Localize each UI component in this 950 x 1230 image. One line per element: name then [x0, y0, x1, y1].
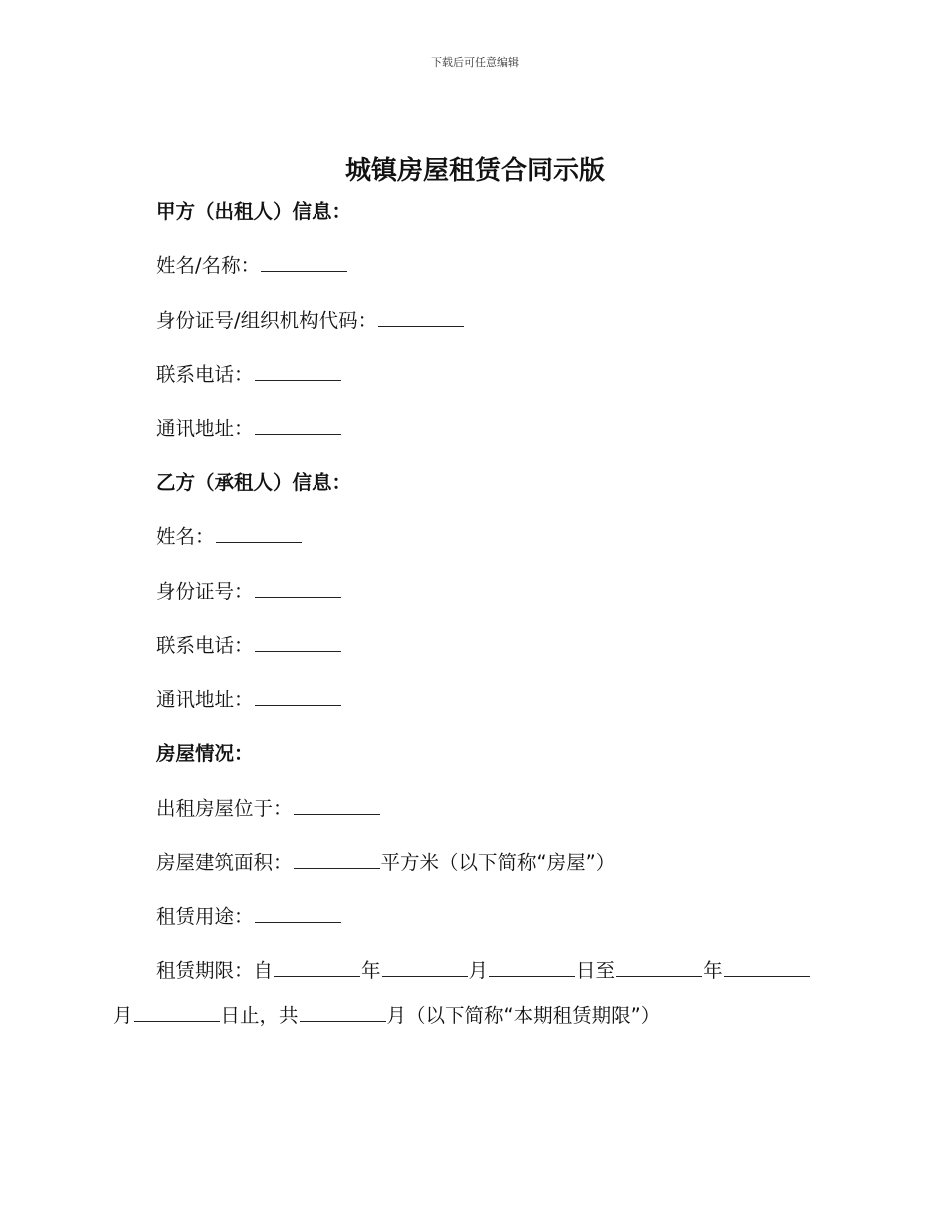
party-a-address-row	[156, 415, 342, 443]
lease-start-day-blank[interactable]	[489, 958, 575, 977]
party-a-address-blank[interactable]	[255, 416, 341, 435]
house-usage-label: 租赁用途：	[156, 905, 254, 928]
house-area-suffix: 平方米（以下简称“房屋”）	[380, 851, 616, 874]
lease-end-year-blank[interactable]	[616, 958, 702, 977]
party-b-name-blank[interactable]	[216, 524, 302, 543]
party-b-id-label: 身份证号：	[156, 580, 254, 603]
house-location-label: 出租房屋位于：	[156, 797, 293, 820]
lease-month1-unit: 月	[468, 959, 489, 982]
party-a-heading: 甲方（出租人）信息：	[156, 200, 352, 223]
party-a-id-row	[156, 307, 465, 335]
lease-year1-unit: 年	[361, 959, 381, 982]
lease-term-label: 租赁期限：自	[156, 959, 274, 982]
lease-total-months-blank[interactable]	[300, 1003, 386, 1022]
lease-end-month-blank[interactable]	[724, 958, 810, 977]
house-area-blank[interactable]	[294, 850, 380, 869]
lease-start-month-blank[interactable]	[382, 958, 468, 977]
lease-term-suffix: 月（以下简称“本期租赁期限”）	[386, 1004, 661, 1027]
party-b-phone-blank[interactable]	[255, 633, 341, 652]
party-a-phone-row	[156, 361, 342, 389]
lease-year2-unit: 年	[703, 959, 723, 982]
lease-month2-unit: 月	[113, 1004, 133, 1027]
party-b-address-row	[156, 686, 342, 714]
party-b-id-row	[156, 578, 342, 606]
lease-term-row-cont	[113, 1002, 660, 1030]
party-a-address-label: 通讯地址：	[156, 417, 254, 440]
party-b-phone-label: 联系电话：	[156, 634, 254, 657]
party-a-id-blank[interactable]	[378, 308, 464, 327]
party-b-address-label: 通讯地址：	[156, 688, 254, 711]
lease-day-to: 日至	[576, 959, 616, 982]
lease-start-year-blank[interactable]	[274, 958, 360, 977]
party-a-phone-label: 联系电话：	[156, 363, 254, 386]
house-location-row	[156, 795, 381, 823]
house-usage-row	[156, 903, 342, 931]
header-note: 下载后可任意编辑	[431, 56, 519, 69]
party-b-name-row	[156, 523, 303, 551]
house-area-label: 房屋建筑面积：	[156, 851, 293, 874]
document-title: 城镇房屋租赁合同示版	[344, 156, 605, 186]
party-b-id-blank[interactable]	[255, 579, 341, 598]
lease-term-row	[156, 957, 811, 985]
party-a-name-label: 姓名/名称：	[156, 254, 261, 277]
party-b-heading: 乙方（承租人）信息：	[156, 471, 352, 494]
house-area-row	[156, 849, 615, 877]
party-b-phone-row	[156, 632, 342, 660]
party-a-name-row	[156, 252, 348, 280]
house-heading: 房屋情况：	[156, 742, 254, 765]
lease-day-end: 日止，共	[220, 1004, 299, 1027]
party-b-address-blank[interactable]	[255, 687, 341, 706]
party-a-phone-blank[interactable]	[255, 362, 341, 381]
house-usage-blank[interactable]	[255, 904, 341, 923]
lease-end-day-blank[interactable]	[134, 1003, 220, 1022]
party-b-name-label: 姓名：	[156, 525, 215, 548]
party-a-id-label: 身份证号/组织机构代码：	[156, 309, 378, 332]
party-a-name-blank[interactable]	[261, 253, 347, 272]
house-location-blank[interactable]	[294, 796, 380, 815]
